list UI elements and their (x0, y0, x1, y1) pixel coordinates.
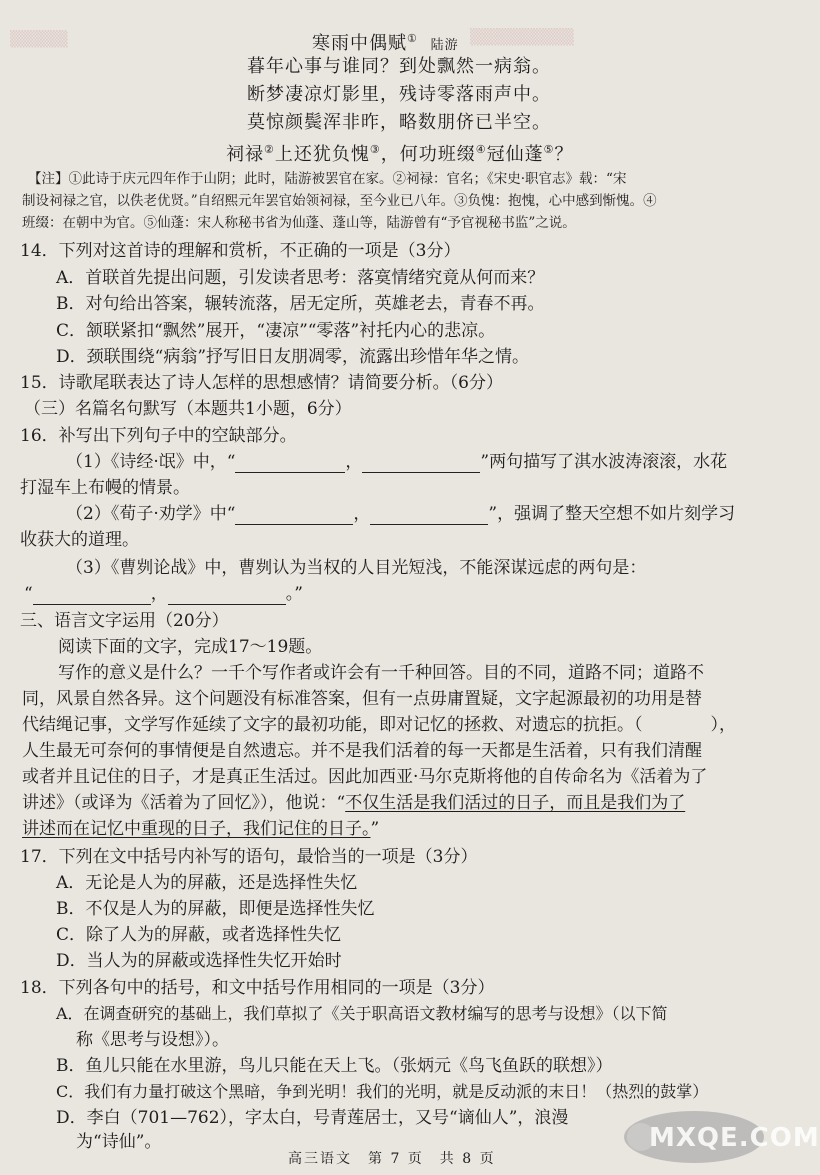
answer-blank[interactable] (168, 588, 286, 605)
question-16-stem: 16．补写出下列句子中的空缺部分。 (20, 426, 297, 446)
question-text: ”两句描写了淇水波涛滚滚，水花 (480, 452, 728, 472)
note-marker: ⑤ (543, 143, 555, 156)
question-14-stem: 14．下列对这首诗的理解和赏析，不正确的一项是（3分） (20, 241, 461, 261)
question-17-option-a: A．无论是人为的屏蔽，还是选择性失忆 (56, 873, 358, 893)
question-18-option-a: A．在调查研究的基础上，我们草拟了《关于职高语文教材编写的思考与设想》（以下简 (56, 1004, 668, 1023)
note-marker: ② (264, 143, 275, 156)
question-16-part-2-cont: 收获大的道理。 (20, 530, 139, 550)
passage-line-1: 写作的意义是什么？一千个写作者或许会有一千种回答。目的不同，道路不同；道路不 (58, 663, 704, 683)
answer-blank[interactable] (33, 588, 151, 605)
passage-text: 讲述》（或译为《活着为了回忆》），他说：“ (22, 793, 346, 813)
question-18-option-d: D．李白（701—762），字太白，号青莲居士，又号“谪仙人”，浪漫 (56, 1108, 569, 1128)
question-18-option-d-cont: 为“诗仙”。 (76, 1132, 162, 1152)
poem-line-4-part: 祠禄 (226, 144, 264, 165)
poem-line-4-part: ，何功班缀 (380, 144, 476, 165)
question-16-part-3-cont (24, 583, 303, 605)
poem-note-2: 制设祠禄之官，以佚老优贤。”自绍熙元年罢官始领祠禄，至今业已八年。③负愧：抱愧，心中感到惭愧。④ (22, 193, 657, 209)
question-16-part-3: （3）《曹刿论战》中，曹刿认为当权的人目光短浅，不能深谋远虑的两句是： (66, 558, 647, 578)
question-text: “ (24, 584, 33, 604)
note-marker: ④ (475, 143, 487, 156)
question-14-option-c: C．颔联紧扣“飘然”展开，“凄凉”“零落”衬托内心的悲凉。 (56, 321, 496, 341)
question-16-part-1 (66, 451, 727, 473)
question-14-option-b: B．对句给出答案，辗转流落，居无定所，英雄老去，青春不再。 (56, 294, 545, 314)
underlined-quote: 不仅生活是我们活过的日子，而且是我们为了 (345, 793, 686, 813)
passage-line-4: 人生最无可奈何的事情便是自然遗忘。并不是我们活着的每一天都是生活着，只有我们清醒 (22, 741, 702, 761)
bleed-through: ▒▒▒▒▒▒▒▒▒ (470, 28, 574, 46)
poem-line-3: 莫惊颜鬓浑非昨，略数朋侪已半空。 (247, 112, 551, 133)
passage-line-6 (22, 792, 685, 814)
watermark-logo (619, 1107, 820, 1167)
reading-instruction: 阅读下面的文字，完成17～19题。 (58, 637, 323, 657)
question-text: ”，强调了整天空想不如片刻学习 (488, 504, 736, 524)
question-text: （2）《荀子·劝学》中“ (66, 504, 236, 524)
watermark-text: MXQE.COM (649, 1123, 820, 1153)
bleed-through: ▒▒▒▒▒ (10, 30, 68, 48)
question-17-option-d: D．当人为的屏蔽或选择性失忆开始时 (56, 951, 342, 971)
part-three-heading: 三、语言文字运用（20分） (20, 611, 229, 631)
poem-note-1: 【注】①此诗于庆元四年作于山阴；此时，陆游被罢官在家。②祠禄：官名；《宋史·职官志》载：“宋 (28, 171, 627, 187)
section-heading-dictation: （三）名篇名句默写（本题共1小题，6分） (24, 399, 352, 419)
question-text: ， (345, 452, 363, 472)
question-18-option-b: B．鱼儿只能在水里游，鸟儿只能在天上飞。（张炳元《鸟飞鱼跃的联想》） (56, 1056, 613, 1076)
poem-author: 陆游 (430, 38, 459, 53)
poem-line-4 (226, 139, 574, 166)
question-text: 。” (285, 584, 303, 604)
question-16-part-1-cont: 打湿车上布幔的情景。 (20, 478, 190, 498)
question-17-option-b: B．不仅是人为的屏蔽，即便是选择性失忆 (56, 899, 375, 919)
answer-blank[interactable] (370, 508, 488, 525)
question-15: 15．诗歌尾联表达了诗人怎样的思想感情？请简要分析。（6分） (20, 373, 503, 393)
passage-line-5: 或者并且记住的日子，才是真正生活过。因此加西亚·马尔克斯将他的自传命名为《活着为了 (22, 767, 708, 787)
note-marker: ③ (369, 143, 381, 156)
passage-line-7 (22, 818, 379, 840)
question-18-stem: 18．下列各句中的括号，和文中括号作用相同的一项是（3分） (20, 978, 495, 998)
question-18-option-a-cont: 称《思考与设想》）。 (76, 1030, 229, 1050)
passage-line-3: 代结绳记事，文学写作延续了文字的最初功能，即对记忆的拯救、对遗忘的抗拒。（ ）， (22, 715, 736, 735)
question-14-option-a: A．首联首先提出问题，引发读者思考：落寞情绪究竟从何而来？ (56, 268, 545, 288)
poem-line-4-part: 冠仙蓬 (486, 144, 544, 165)
poem-title-line (312, 28, 459, 57)
passage-line-2: 同，风景自然各异。这个问题没有标准答案，但有一点毋庸置疑，文字起源最初的功用是替 (22, 689, 702, 709)
question-text: ， (150, 584, 168, 604)
question-text: （1）《诗经·氓》中，“ (66, 452, 236, 472)
question-text: ， (353, 504, 371, 524)
question-16-part-2 (66, 503, 735, 525)
answer-blank[interactable] (235, 508, 353, 525)
passage-text: ” (370, 819, 380, 839)
poem-line-4-part: ？ (554, 144, 574, 165)
note-marker: ① (407, 32, 418, 45)
underlined-quote: 讲述而在记忆中重现的日子，我们记住的日子。 (22, 819, 371, 839)
poem-line-1: 暮年心事与谁同？到处飘然一病翁。 (247, 56, 551, 77)
page-footer: 高三语文 第 7 页 共 8 页 (288, 1151, 496, 1167)
question-17-option-c: C．除了人为的屏蔽，或者选择性失忆 (56, 925, 342, 945)
question-14-option-d: D．颈联围绕“病翁”抒写旧日友朋凋零，流露出珍惜年华之情。 (56, 347, 530, 367)
question-17-stem: 17．下列在文中括号内补写的语句，最恰当的一项是（3分） (20, 847, 478, 867)
poem-title: 寒雨中偶赋 (312, 33, 407, 54)
poem-line-2: 断梦凄凉灯影里，残诗零落雨声中。 (247, 84, 551, 105)
answer-blank[interactable] (362, 456, 480, 473)
poem-line-4-part: 上还犹负愧 (274, 144, 370, 165)
answer-blank[interactable] (235, 456, 345, 473)
poem-note-3: 班缀：在朝中为官。⑤仙蓬：宋人称秘书省为仙蓬、蓬山等，陆游曾有“予官视秘书监”之说。 (22, 215, 576, 231)
question-18-option-c: C．我们有力量打破这个黑暗，争到光明！我们的光明，就是反动派的末日！（热烈的鼓掌） (56, 1082, 709, 1101)
